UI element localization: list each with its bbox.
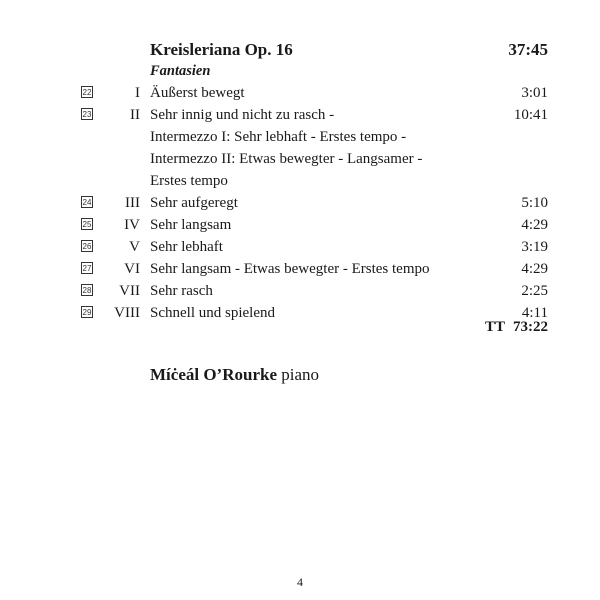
track-title: Sehr langsam - Etwas bewegter - Erstes tempo (150, 261, 430, 277)
movement-numeral: II (130, 107, 140, 123)
track-number: 23 (82, 110, 92, 119)
movement-numeral: VI (124, 261, 140, 277)
track-title: Schnell und spielend (150, 305, 275, 321)
track-title-line: Sehr innig und nicht zu rasch - (150, 107, 335, 123)
track-number: 29 (82, 308, 92, 317)
track-row (0, 104, 600, 192)
track-title-line: Intermezzo II: Etwas bewegter - Langsamer - (150, 151, 423, 167)
track-title: Sehr rasch (150, 283, 213, 299)
track-title (150, 104, 422, 192)
track-duration: 4:11 (521, 305, 548, 321)
track-title: Äußerst bewegt (150, 85, 245, 101)
movement-numeral: I (135, 85, 140, 101)
performer-instrument: piano (281, 365, 320, 384)
track-duration: 5:10 (521, 195, 548, 211)
page-number: 4 (297, 575, 303, 589)
track-duration: 10:41 (513, 107, 548, 123)
track-duration: 2:25 (521, 283, 548, 299)
track-duration: 3:01 (521, 85, 548, 101)
work-duration: 37:45 (508, 40, 548, 59)
track-row (0, 236, 600, 258)
track-row (0, 280, 600, 302)
movement-numeral: V (129, 239, 140, 255)
track-title: Sehr langsam (150, 217, 232, 233)
track-duration: 4:29 (521, 261, 548, 277)
track-duration: 4:29 (521, 217, 548, 233)
track-title: Sehr aufgeregt (150, 195, 238, 211)
performer-name: Míċeál O’Rourke (150, 365, 277, 384)
work-title: Kreisleriana Op. 16 (150, 40, 293, 59)
work-subtitle: Fantasien (150, 63, 211, 79)
track-duration: 3:19 (521, 239, 548, 255)
track-number: 26 (82, 242, 92, 251)
track-row (0, 82, 600, 104)
track-number: 24 (82, 198, 92, 207)
track-number: 22 (82, 88, 92, 97)
performer-credit (150, 365, 319, 385)
track-number: 28 (82, 286, 92, 295)
total-time (485, 319, 548, 336)
track-number: 25 (82, 220, 92, 229)
work-header (150, 40, 548, 60)
movement-numeral: IV (124, 217, 140, 233)
movement-numeral: III (125, 195, 140, 211)
track-number: 27 (82, 264, 92, 273)
track-title-line: Intermezzo I: Sehr lebhaft - Erstes tempo - (150, 129, 407, 145)
total-time-value: 73:22 (513, 319, 548, 335)
track-list (0, 82, 600, 324)
track-title: Sehr lebhaft (150, 239, 223, 255)
track-row (0, 192, 600, 214)
track-row (0, 214, 600, 236)
track-title-line: Erstes tempo (150, 173, 228, 189)
movement-numeral: VII (119, 283, 140, 299)
total-time-label: TT (484, 319, 505, 335)
track-row (0, 258, 600, 280)
movement-numeral: VIII (114, 305, 140, 321)
